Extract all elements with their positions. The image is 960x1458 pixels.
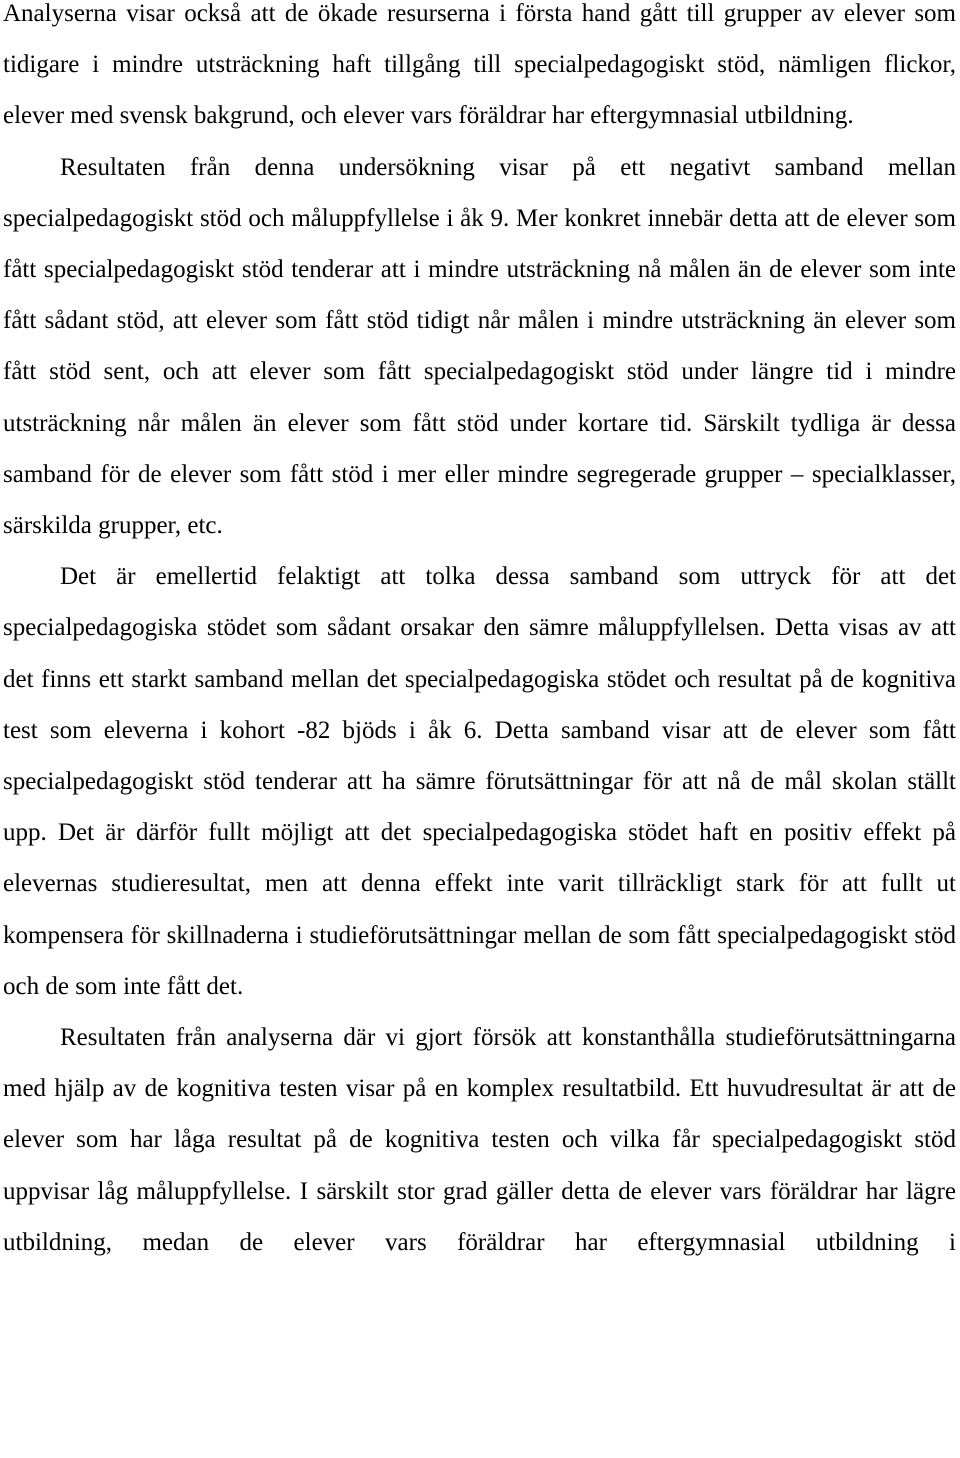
paragraph-3: Det är emellertid felaktigt att tolka dessa samband som uttryck för att det specialpedagogiska stödet som sådant orsakar den sämre måluppfyllelsen. Detta visas av att det finns ett starkt samband mellan det specialpedagogiska stödet och resultat på de kognitiva test som eleverna i kohort -82 bjöds i åk 6. Detta samband visar att de elever som fått specialpedagogiskt stöd tenderar att ha sämre förutsättningar för att nå de mål skolan ställt upp. Det är därför fullt möjligt att det specialpedagogiska stödet haft en positiv effekt på elevernas studieresultat, men att denna effekt inte varit tillräckligt stark för att fullt ut kompensera för skillnaderna i studieförutsättningar mellan de som fått specialpedagogiskt stöd och de som inte fått det. [3, 563, 956, 1000]
paragraph-1: Analyserna visar också att de ökade resurserna i första hand gått till grupper av elever som tidigare i mindre utsträckning haft tillgång till specialpedagogiskt stöd, nämligen flickor, elever med svensk bakgrund, och elever vars föräldrar har eftergymnasial utbildning. [3, 0, 956, 130]
paragraph-4: Resultaten från analyserna där vi gjort försök att konstanthålla studieförutsättningarna med hjälp av de kognitiva testen visar på en komplex resultatbild. Ett huvudresultat är att de elever som har låga resultat på de kognitiva testen och vilka får specialpedagogiskt stöd uppvisar låg måluppfyllelse. I särskilt stor grad gäller detta de elever vars föräldrar har lägre utbildning, medan de elever vars föräldrar har eftergymnasial utbildning i [3, 1024, 956, 1256]
paragraph-2: Resultaten från denna undersökning visar på ett negativt samband mellan specialpedagogiskt stöd och måluppfyllelse i åk 9. Mer konkret innebär detta att de elever som fått specialpedagogiskt stöd tenderar att i mindre utsträckning nå målen än de elever som inte fått sådant stöd, att elever som fått stöd tidigt når målen i mindre utsträckning än elever som fått stöd sent, och att elever som fått specialpedagogiskt stöd under längre tid i mindre utsträckning når målen än elever som fått stöd under kortare tid. Särskilt tydliga är dessa samband för de elever som fått stöd i mer eller mindre segregerade grupper – specialklasser, särskilda grupper, etc. [3, 153, 956, 540]
document-page [3, 0, 956, 1268]
